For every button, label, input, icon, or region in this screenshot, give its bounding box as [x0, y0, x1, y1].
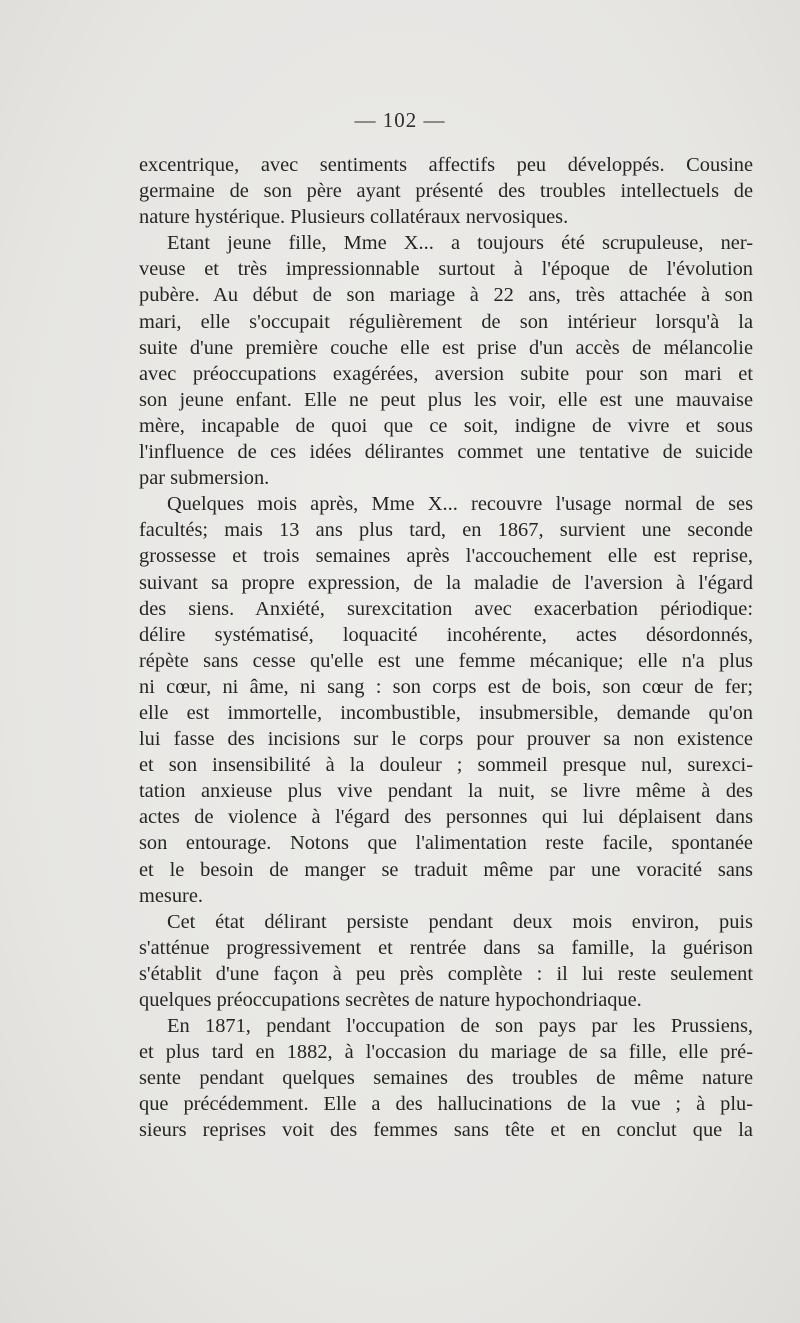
text-line: Etant jeune fille, Mme X... a toujours été scrupuleuse, ner- — [167, 232, 753, 255]
text-line: et le besoin de manger se traduit même par une voracité sans — [139, 858, 753, 881]
text-line: excentrique, avec sentiments affectifs peu développés. Cousine — [139, 154, 753, 176]
text-line: suivant sa propre expression, de la maladie de l'aversion à l'égard — [139, 571, 753, 594]
text-line: mesure. — [139, 884, 203, 907]
text-line: tation anxieuse plus vive pendant la nuit, se livre même à des — [139, 780, 753, 803]
text-line: suite d'une première couche elle est prise d'un accès de mélancolie — [139, 336, 753, 359]
text-line: que précédemment. Elle a des hallucinations de la vue ; à plu- — [139, 1093, 753, 1116]
text-line: délire systématisé, loquacité incohérente, actes désordonnés, — [139, 623, 753, 646]
text-line: avec préoccupations exagérées, aversion subite pour son mari et — [139, 362, 753, 385]
text-line: germaine de son père ayant présenté des troubles intellectuels de — [139, 180, 753, 203]
text-line: son entourage. Notons que l'alimentation reste facile, spontanée — [139, 832, 753, 855]
text-line: Cet état délirant persiste pendant deux mois environ, puis — [167, 910, 753, 933]
text-line: mari, elle s'occupait régulièrement de son intérieur lorsqu'à la — [139, 310, 753, 333]
text-line: son jeune enfant. Elle ne peut plus les voir, elle est une mauvaise — [139, 388, 753, 411]
text-line: s'atténue progressivement et rentrée dans sa famille, la guérison — [139, 936, 753, 959]
text-line: sente pendant quelques semaines des troubles de même nature — [139, 1067, 753, 1090]
text-line: s'établit d'une façon à peu près complète : il lui reste seulement — [139, 962, 753, 985]
text-line: mère, incapable de quoi que ce soit, indigne de vivre et sous — [139, 414, 753, 437]
text-line: répète sans cesse qu'elle est une femme mécanique; elle n'a plus — [139, 649, 753, 672]
page-number: — 102 — — [354, 108, 446, 132]
text-line: sieurs reprises voit des femmes sans tête et en conclut que la — [139, 1119, 753, 1142]
text-line: En 1871, pendant l'occupation de son pays par les Prussiens, — [167, 1015, 753, 1038]
text-line: actes de violence à l'égard des personnes qui lui déplaisent dans — [139, 806, 753, 829]
text-line: ni cœur, ni âme, ni sang : son corps est de bois, son cœur de fer; — [139, 675, 753, 698]
text-line: veuse et très impressionnable surtout à l'époque de l'évolution — [139, 258, 753, 281]
text-line: lui fasse des incisions sur le corps pour prouver sa non existence — [139, 728, 753, 751]
text-line: nature hystérique. Plusieurs collatéraux nervosiques. — [139, 206, 569, 229]
body-text — [139, 152, 753, 1144]
text-line: Quelques mois après, Mme X... recouvre l'usage normal de ses — [167, 493, 753, 516]
text-line: par submersion. — [139, 467, 270, 490]
text-line: des siens. Anxiété, surexcitation avec exacerbation périodique: — [139, 597, 753, 620]
text-line: pubère. Au début de son mariage à 22 ans, très attachée à son — [139, 284, 753, 307]
text-line: facultés; mais 13 ans plus tard, en 1867, survient une seconde — [139, 519, 753, 542]
text-line: elle est immortelle, incombustible, insubmersible, demande qu'on — [139, 701, 753, 724]
text-line: et son insensibilité à la douleur ; sommeil presque nul, surexci- — [139, 754, 753, 777]
text-line: l'influence de ces idées délirantes commet une tentative de suicide — [139, 441, 753, 464]
text-line: et plus tard en 1882, à l'occasion du mariage de sa fille, elle pré- — [139, 1041, 753, 1064]
text-line: grossesse et trois semaines après l'accouchement elle est reprise, — [139, 545, 753, 568]
text-line: quelques préoccupations secrètes de nature hypochondriaque. — [139, 989, 642, 1011]
